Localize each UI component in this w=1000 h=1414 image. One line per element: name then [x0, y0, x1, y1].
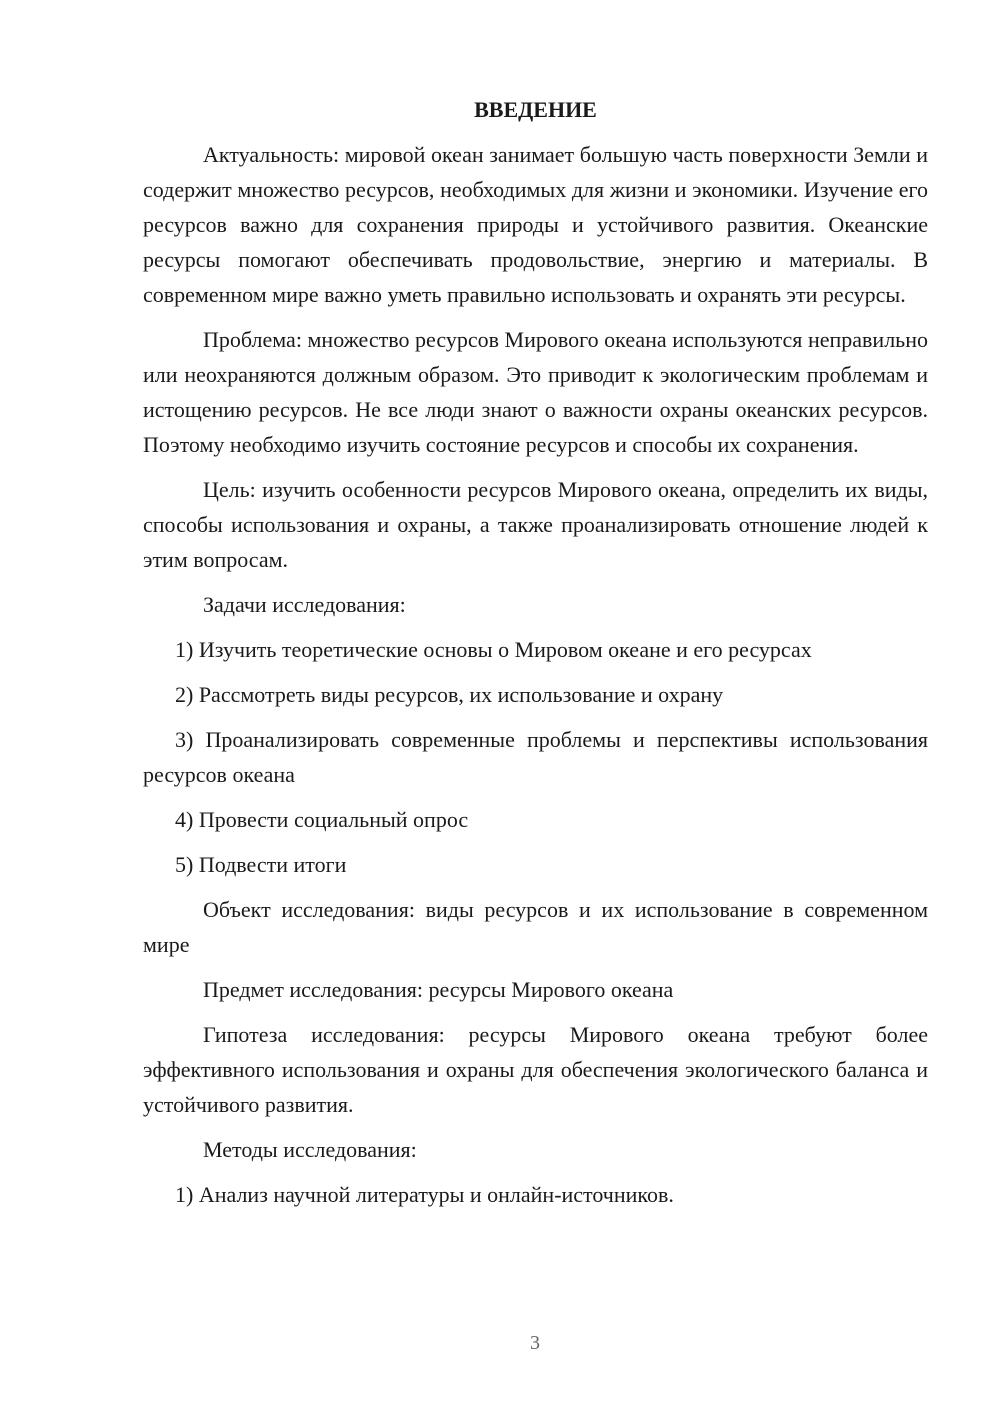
- relevance-paragraph: Актуальность: мировой океан занимает большую часть поверхности Земли и содержит множество ресурсов, необходимых для жизни и экономики. Изучение его ресурсов важно для сохранения природы и устойчивого развития. Океанские ресурсы помогают обеспечивать продовольствие, энергию и материалы. В современном мире важно уметь правильно использовать и охранять эти ресурсы.: [143, 142, 928, 307]
- task-item-5: 5) Подвести итоги: [175, 852, 347, 877]
- object-paragraph: Объект исследования: виды ресурсов и их использование в современном мире: [143, 897, 928, 957]
- page-number: 3: [530, 1332, 540, 1354]
- document-page: [143, 95, 928, 1222]
- tasks-heading: Задачи исследования:: [203, 592, 406, 617]
- hypothesis-paragraph: Гипотеза исследования: ресурсы Мирового океана требуют более эффективного использования и охраны для обеспечения экологического баланса и устойчивого развития.: [143, 1022, 928, 1117]
- task-item-2: 2) Рассмотреть виды ресурсов, их использование и охрану: [175, 682, 724, 707]
- task-item-1: 1) Изучить теоретические основы о Мировом океане и его ресурсах: [175, 637, 812, 662]
- document-title: ВВЕДЕНИЕ: [474, 97, 597, 122]
- problem-paragraph: Проблема: множество ресурсов Мирового океана используются неправильно или неохраняются должным образом. Это приводит к экологическим проблемам и истощению ресурсов. Не все люди знают о важности охраны океанских ресурсов. Поэтому необходимо изучить состояние ресурсов и способы их сохранения.: [143, 327, 928, 457]
- task-item-4: 4) Провести социальный опрос: [175, 807, 469, 832]
- subject-paragraph: Предмет исследования: ресурсы Мирового океана: [203, 977, 674, 1002]
- method-item-1: 1) Анализ научной литературы и онлайн-источников.: [175, 1182, 674, 1207]
- methods-heading: Методы исследования:: [203, 1137, 417, 1162]
- goal-paragraph: Цель: изучить особенности ресурсов Мирового океана, определить их виды, способы использования и охраны, а также проанализировать отношение людей к этим вопросам.: [143, 477, 928, 572]
- task-item-3: 3) Проанализировать современные проблемы и перспективы использования ресурсов океана: [143, 727, 928, 787]
